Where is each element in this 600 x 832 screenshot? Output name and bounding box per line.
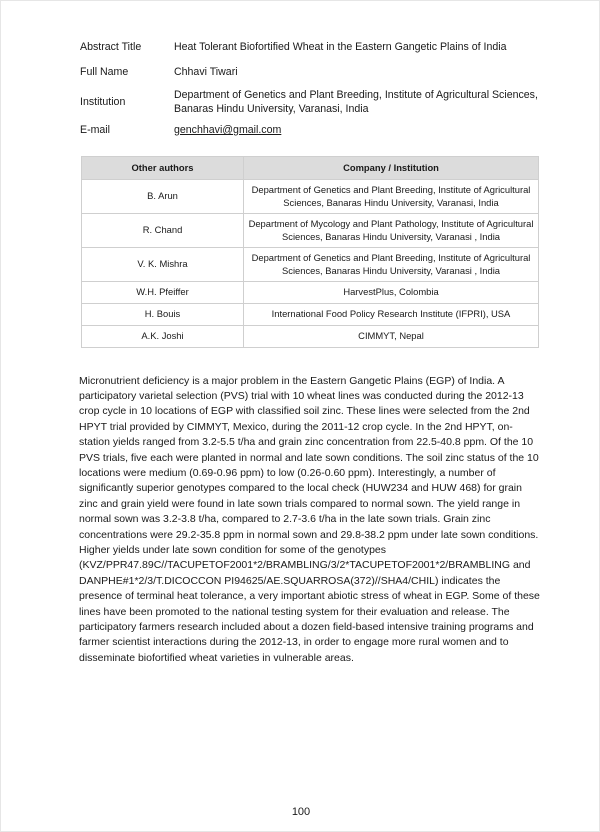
- institution-row: [80, 87, 540, 117]
- header-other-authors: Other authors: [82, 157, 244, 180]
- author-institution: International Food Policy Research Institute (IFPRI), USA: [244, 304, 539, 326]
- table-row: [82, 304, 539, 326]
- author-name: R. Chand: [82, 214, 244, 248]
- page-number: 100: [291, 806, 311, 818]
- author-name: B. Arun: [82, 180, 244, 214]
- abstract-body: Micronutrient deficiency is a major problem in the Eastern Gangetic Plains (EGP) of India. A participatory varietal selection (PVS) trial with 10 wheat lines was conducted during the 2012-13 crop cycle in 10 locations of EGP with classified soil zinc. These lines were selected from the 2nd HPYT trial provided by CIMMYT, Mexico, during the 2011-12 crop cycle. In the 2nd HPYT, on-station yields ranged from 3.2-5.5 t/ha and grain zinc concentration from 22.5-40.8 ppm. Of the 10 PVS trials, five each were planted in normal and late sown conditions. The soil zinc status of the 10 locations were medium (0.69-0.96 ppm) to low (0.26-0.60 ppm). Interestingly, a number of significantly superior genotypes compared to the local check (HUW234 and HUW 468) for grain zinc and grain yield were found in late sown trials compared to normal sown. The yield range in normal sown was 3.2-3.8 t/ha, compared to 2.7-3.6 t/ha in the late sown trials. Grain zinc concentrations were 29.2-35.8 ppm in normal sown and 29.8-38.2 ppm under late sown conditions. Higher yields under late sown condition for some of the genotypes (KVZ/PPR47.89C//TACUPETOF2001*2/BRAMBLING/3/2*TACUPETOF2001*2/BRAMBLING and DANPHE#1*2/3/T.DICOCCON PI94625/AE.SQUARROSA(372)//SHA4/CHIL) indicates the presence of terminal heat tolerance, a very important abiotic stress of wheat in EGP. Some of these lines have been promoted to the national testing system for their evaluation and release. The participatory farmers research included about a dozen field-based intensive training programs and farmer scientist interactions during the 2012-13, in order to engage more rural women and to disseminate biofortified wheat varieties in vulnerable areas.: [79, 374, 540, 664]
- email-row: [80, 122, 540, 138]
- author-institution: HarvestPlus, Colombia: [244, 282, 539, 304]
- institution-label: Institution: [80, 96, 126, 108]
- table-row: [82, 180, 539, 214]
- author-name: A.K. Joshi: [82, 326, 244, 348]
- full-name-row: [80, 64, 540, 80]
- author-institution: Department of Genetics and Plant Breeding, Institute of Agricultural Sciences, Banaras Hindu University, Varanasi, India: [244, 180, 539, 214]
- author-institution: CIMMYT, Nepal: [244, 326, 539, 348]
- table-row: [82, 282, 539, 304]
- author-name: H. Bouis: [82, 304, 244, 326]
- table-row: [82, 214, 539, 248]
- institution-value: Department of Genetics and Plant Breeding, Institute of Agricultural Sciences, Banaras Hindu University, Varanasi, India: [174, 89, 538, 115]
- abstract-title-label: Abstract Title: [80, 41, 142, 53]
- author-institution: Department of Mycology and Plant Pathology, Institute of Agricultural Sciences, Banaras Hindu University, Varanasi , India: [244, 214, 539, 248]
- author-name: W.H. Pfeiffer: [82, 282, 244, 304]
- abstract-title-value: Heat Tolerant Biofortified Wheat in the Eastern Gangetic Plains of India: [174, 41, 507, 53]
- abstract-metadata: [80, 39, 540, 138]
- full-name-label: Full Name: [80, 66, 129, 78]
- other-authors-table: [81, 156, 539, 348]
- table-header-row: [82, 157, 539, 180]
- header-company-institution: Company / Institution: [244, 157, 539, 180]
- author-institution: Department of Genetics and Plant Breeding, Institute of Agricultural Sciences, Banaras Hindu University, Varanasi , India: [244, 248, 539, 282]
- table-row: [82, 326, 539, 348]
- full-name-value: Chhavi Tiwari: [174, 66, 238, 78]
- abstract-title-row: [80, 39, 540, 55]
- email-link[interactable]: genchhavi@gmail.com: [174, 124, 282, 136]
- table-row: [82, 248, 539, 282]
- author-name: V. K. Mishra: [82, 248, 244, 282]
- email-label: E-mail: [80, 124, 111, 136]
